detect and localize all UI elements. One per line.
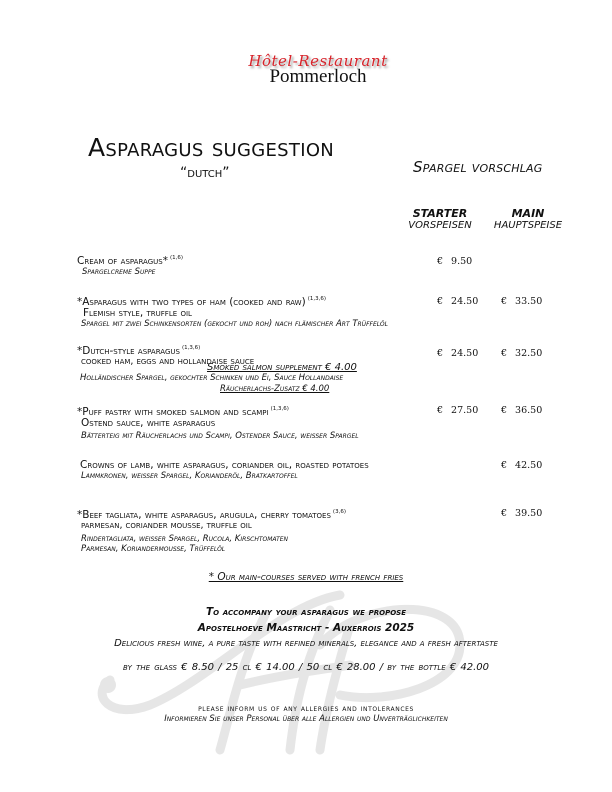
allergy-notice-en: please inform us of any allergies and intolerances (198, 704, 414, 714)
item-name-german: Bätterteig mit Räucherlachs und Scampi, Ostender Sauce, weisser Spargel (81, 431, 359, 441)
main-price: € 42.50 (501, 460, 543, 471)
item-name: *Asparagus with two types of ham (cooked and raw) (77, 296, 306, 308)
column-main-de: HAUPTSPEISE (493, 220, 563, 231)
column-header-starter (408, 208, 472, 231)
allergen-codes: (3,6) (332, 509, 346, 515)
page-title-german: Spargel vorschlag (413, 158, 543, 176)
logo-hotel-restaurant: Hôtel-Restaurant (248, 52, 388, 70)
allergen-codes: (1,3,6) (181, 345, 201, 351)
column-header-main (490, 208, 566, 231)
item-name: *Beef tagliata, white asparagus, arugula, cherry tomatoes (77, 509, 331, 521)
starter-price: € 27.50 (437, 405, 479, 416)
menu-item (77, 507, 346, 554)
item-name-german: Rindertagliata, weisser Spargel, Rucola, Kirschtomaten (81, 534, 289, 544)
item-supplement: Smoked salmon supplement € 4.00 (207, 362, 357, 373)
item-name: Crowns of lamb, white asparagus, coriander oil, roasted potatoes (80, 459, 369, 471)
starter-price: € 24.50 (437, 296, 479, 307)
item-description: Flemish style, truffle oil (83, 307, 192, 319)
item-name-german: Holländischer Spargel, gekochter Schinken und Ei, Sauce Hollandaise (80, 373, 344, 383)
item-description: parmesan, coriander mousse, truffle oil (81, 520, 252, 531)
wine-description: Delicious fresh wine, a pure taste with refined minerals, elegance and a fresh aftertaste (114, 638, 498, 649)
item-description: Ostend sauce, white asparagus (81, 417, 216, 429)
menu-item (77, 404, 359, 441)
main-price: € 33.50 (501, 296, 543, 307)
wine-name: Apostelhoeve Maastricht - Auxerrois 2025 (197, 622, 415, 634)
french-fries-footnote: * Our main-courses served with french fries (208, 571, 404, 583)
menu-item (80, 460, 369, 481)
wine-heading: To accompany your asparagus we propose (206, 606, 406, 618)
menu-item (77, 253, 183, 277)
item-name: *Puff pastry with smoked salmon and scampi (77, 406, 269, 418)
item-name: Cream of asparagus* (77, 255, 168, 267)
main-price: € 36.50 (501, 405, 543, 416)
column-starter-de: VORSPEISEN (408, 220, 472, 231)
wine-pricing: by the glass € 8.50 / 25 cl € 14.00 / 50 cl € 28.00 / by the bottle € 42.00 (122, 662, 490, 673)
page-subtitle: “dutch” (180, 165, 230, 181)
allergen-codes: (1,6) (169, 255, 183, 261)
item-name-german: Spargel mit zwei Schinkensorten (gekocht und roh) nach flämischer Art Trüffelöl (81, 319, 388, 329)
page-title: Asparagus suggestion (88, 133, 335, 162)
item-description: cooked ham, eggs and hollandaise sauce (81, 356, 255, 367)
logo-pommerloch: Pommerloch (269, 66, 367, 87)
starter-price: € 24.50 (437, 348, 479, 359)
allergy-notice-de: Informieren Sie unser Personal über alle Allergien und Unverträglichkeiten (164, 714, 448, 724)
menu-item (77, 294, 388, 329)
main-price: € 32.50 (501, 348, 543, 359)
item-name-german: Spargelcreme Suppe (82, 267, 156, 277)
column-main-en: MAIN (511, 207, 545, 220)
starter-price: € 9.50 (437, 256, 473, 267)
item-name: *Dutch-style asparagus (77, 345, 180, 357)
allergen-codes: (1,3,6) (270, 406, 289, 412)
main-price: € 39.50 (501, 508, 543, 519)
item-name-german-2: Parmesan, Koriandermousse, Trüffelöl (81, 544, 226, 554)
allergen-codes: (1,3,6) (307, 296, 326, 302)
item-supplement-german: Räucherlachs-Zusatz € 4.00 (220, 384, 330, 394)
item-name-german: Lammkronen, weisser Spargel, Korianderöl, Bratkartoffel (81, 471, 298, 481)
column-starter-en: STARTER (412, 207, 468, 220)
